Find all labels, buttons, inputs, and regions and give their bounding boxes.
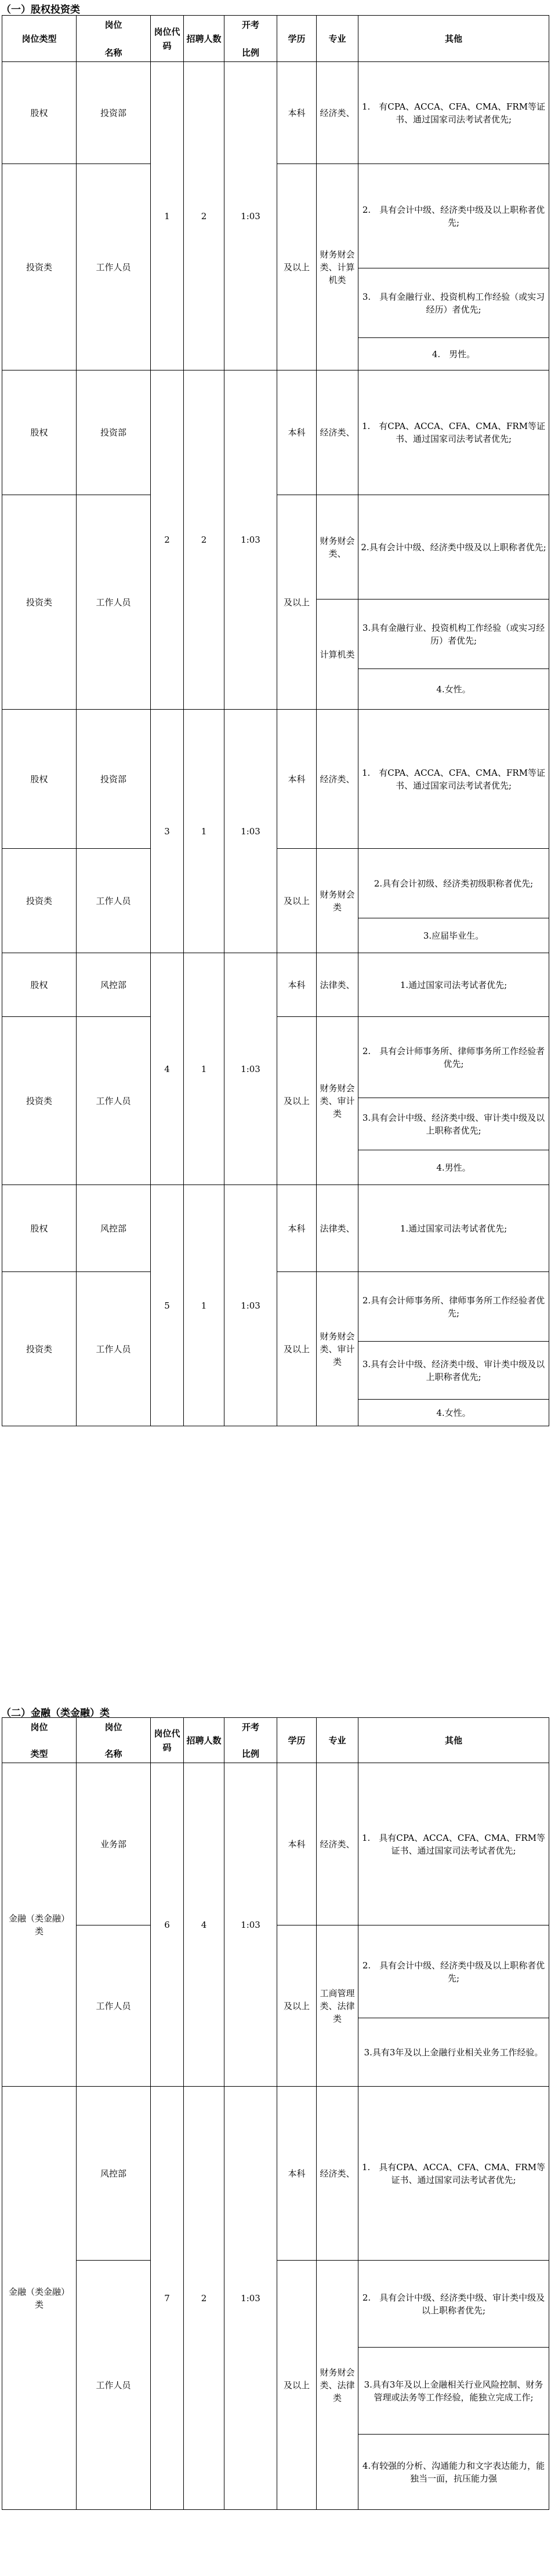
cell-major-a: 经济类、 <box>317 62 358 164</box>
cell-note-3: 3.具有3年及以上金融行业相关业务工作经验。 <box>358 2018 549 2087</box>
header-other: 其他 <box>358 16 549 62</box>
cell-edu-b: 及以上 <box>277 495 317 710</box>
header-code: 岗位代码 <box>151 1718 184 1763</box>
cell-staff: 工作人员 <box>77 1925 151 2087</box>
table-header-row <box>2 16 549 62</box>
cell-major-a: 经济类、 <box>317 1763 358 1925</box>
cell-type: 金融（类金融）类 <box>2 1763 77 2087</box>
cell-type-a: 股权 <box>2 370 77 495</box>
cell-code: 7 <box>151 2087 184 2510</box>
cell-ratio: 1:03 <box>224 710 277 953</box>
cell-note-3: 3.具有3年及以上金融相关行业风险控制、财务管理或法务等工作经验，能独立完成工作; <box>358 2348 549 2435</box>
cell-edu-b: 及以上 <box>277 849 317 953</box>
table-row <box>2 710 549 849</box>
cell-dept: 风控部 <box>77 953 151 1017</box>
cell-type: 金融（类金融）类 <box>2 2087 77 2510</box>
cell-type-b: 投资类 <box>2 164 77 370</box>
cell-code: 5 <box>151 1185 184 1426</box>
cell-type-a: 股权 <box>2 953 77 1017</box>
cell-edu-a: 本科 <box>277 2087 317 2261</box>
cell-count: 2 <box>184 2087 224 2510</box>
cell-type-a: 股权 <box>2 1185 77 1272</box>
cell-note-1: 1.通过国家司法考试者优先; <box>358 1185 549 1272</box>
cell-staff: 工作人员 <box>77 495 151 710</box>
cell-edu-a: 本科 <box>277 370 317 495</box>
cell-dept: 业务部 <box>77 1763 151 1925</box>
cell-note-4: 4.女性。 <box>358 669 549 710</box>
cell-ratio: 1:03 <box>224 953 277 1185</box>
cell-major-c: 计算机类 <box>317 600 358 710</box>
cell-staff: 工作人员 <box>77 2261 151 2510</box>
header-ratio-a: 开考 <box>241 19 259 30</box>
table-row <box>2 953 549 1017</box>
cell-code: 1 <box>151 62 184 370</box>
cell-note-1: 1. 有CPA、ACCA、CFA、CMA、FRM等证书、通过国家司法考试者优先; <box>358 370 549 495</box>
cell-major-b: 财务财会类、 <box>317 495 358 600</box>
cell-note-2: 2. 具有会计中级、经济类中级、审计类中级及以上职称者优先; <box>358 2261 549 2348</box>
cell-note-1: 1.通过国家司法考试者优先; <box>358 953 549 1017</box>
cell-note-2: 2.具有会计中级、经济类中级及以上职称者优先; <box>358 495 549 600</box>
cell-type-b: 投资类 <box>2 495 77 710</box>
section-title-equity: （一）股权投资类 <box>1 4 80 16</box>
cell-note-1: 1. 具有CPA、ACCA、CFA、CMA、FRM等证书、通过国家司法考试者优先; <box>358 1763 549 1925</box>
cell-ratio: 1:03 <box>224 1185 277 1426</box>
cell-edu-b: 及以上 <box>277 1272 317 1426</box>
cell-major-b: 财务财会类、审计类 <box>317 1017 358 1185</box>
cell-major-a: 经济类、 <box>317 710 358 849</box>
cell-ratio: 1:03 <box>224 2087 277 2510</box>
cell-type-b: 投资类 <box>2 1272 77 1426</box>
cell-edu-a: 本科 <box>277 953 317 1017</box>
cell-note-3: 3.具有会计中级、经济类中级、审计类中级及以上职称者优先; <box>358 1098 549 1150</box>
cell-count: 2 <box>184 62 224 370</box>
cell-code: 2 <box>151 370 184 710</box>
header-position-a: 岗位 <box>104 19 122 30</box>
cell-note-1: 1. 有CPA、ACCA、CFA、CMA、FRM等证书、通过国家司法考试者优先; <box>358 62 549 164</box>
cell-edu-b: 及以上 <box>277 2261 317 2510</box>
cell-major-b: 财务财会类 <box>317 849 358 953</box>
header-count: 招聘人数 <box>184 16 224 62</box>
cell-note-4: 4.女性。 <box>358 1400 549 1426</box>
cell-note-2: 2. 具有会计中级、经济类中级及以上职称者优先; <box>358 1925 549 2018</box>
header-education: 学历 <box>277 1718 317 1763</box>
cell-note-2: 2.具有会计师事务所、律师事务所工作经验者优先; <box>358 1272 549 1342</box>
table-row <box>2 1763 549 1925</box>
cell-staff: 工作人员 <box>77 849 151 953</box>
cell-note-1: 1. 具有CPA、ACCA、CFA、CMA、FRM等证书、通过国家司法考试者优先; <box>358 2087 549 2261</box>
cell-edu-b: 及以上 <box>277 1925 317 2087</box>
cell-edu-b: 及以上 <box>277 164 317 370</box>
cell-major-b: 财务财会类、计算机类 <box>317 164 358 370</box>
finance-positions-table <box>2 1717 549 2510</box>
cell-note-3: 3. 具有金融行业、投资机构工作经验（或实习经历）者优先; <box>358 268 549 338</box>
cell-type-b: 投资类 <box>2 849 77 953</box>
cell-code: 6 <box>151 1763 184 2087</box>
cell-count: 4 <box>184 1763 224 2087</box>
cell-code: 4 <box>151 953 184 1185</box>
cell-dept: 投资部 <box>77 710 151 849</box>
header-ratio-b: 比例 <box>241 47 259 58</box>
cell-ratio: 1:03 <box>224 1763 277 2087</box>
header-position-b: 名称 <box>104 1748 122 1759</box>
table-row <box>2 62 549 164</box>
cell-major-b: 财务财会类、审计类 <box>317 1272 358 1426</box>
cell-type-a: 股权 <box>2 62 77 164</box>
cell-type-a: 股权 <box>2 710 77 849</box>
header-code: 岗位代码 <box>151 16 184 62</box>
header-ratio-b: 比例 <box>241 1748 259 1759</box>
cell-staff: 工作人员 <box>77 1017 151 1185</box>
cell-note-3: 3.具有会计中级、经济类中级、审计类中级及以上职称者优先; <box>358 1342 549 1400</box>
cell-edu-a: 本科 <box>277 1185 317 1272</box>
cell-major-b: 财务财会类、法律类 <box>317 2261 358 2510</box>
cell-edu-b: 及以上 <box>277 1017 317 1185</box>
cell-edu-a: 本科 <box>277 710 317 849</box>
header-position-a: 岗位 <box>104 1721 122 1732</box>
cell-major-a: 法律类、 <box>317 953 358 1017</box>
cell-edu-a: 本科 <box>277 62 317 164</box>
cell-dept: 投资部 <box>77 370 151 495</box>
cell-note-1: 1. 有CPA、ACCA、CFA、CMA、FRM等证书、通过国家司法考试者优先; <box>358 710 549 849</box>
cell-note-4: 4.男性。 <box>358 1150 549 1185</box>
header-education: 学历 <box>277 16 317 62</box>
cell-staff: 工作人员 <box>77 1272 151 1426</box>
header-major: 专业 <box>317 16 358 62</box>
cell-count: 2 <box>184 370 224 710</box>
cell-major-a: 法律类、 <box>317 1185 358 1272</box>
cell-type-b: 投资类 <box>2 1017 77 1185</box>
cell-major-a: 经济类、 <box>317 370 358 495</box>
header-type-a: 岗位 <box>30 1721 48 1732</box>
cell-dept: 风控部 <box>77 1185 151 1272</box>
table-header-row <box>2 1718 549 1763</box>
cell-note-2: 2.具有会计初级、经济类初级职称者优先; <box>358 849 549 918</box>
cell-note-2: 2. 具有会计师事务所、律师事务所工作经验者优先; <box>358 1017 549 1098</box>
header-major: 专业 <box>317 1718 358 1763</box>
cell-ratio: 1:03 <box>224 62 277 370</box>
cell-count: 1 <box>184 710 224 953</box>
cell-code: 3 <box>151 710 184 953</box>
header-other: 其他 <box>358 1718 549 1763</box>
table-row <box>2 370 549 495</box>
cell-edu-a: 本科 <box>277 1763 317 1925</box>
cell-note-3: 3.应届毕业生。 <box>358 918 549 953</box>
table-row <box>2 1185 549 1272</box>
cell-note-4: 4.有较强的分析、沟通能力和文字表达能力，能独当一面，抗压能力强 <box>358 2435 549 2510</box>
table-row <box>2 2087 549 2261</box>
cell-ratio: 1:03 <box>224 370 277 710</box>
header-count: 招聘人数 <box>184 1718 224 1763</box>
section-title-finance: （二）金融（类金融）类 <box>1 1707 110 1719</box>
cell-staff: 工作人员 <box>77 164 151 370</box>
cell-count: 1 <box>184 1185 224 1426</box>
equity-positions-table <box>2 15 549 1426</box>
cell-note-3: 3.具有金融行业、投资机构工作经验（或实习经历）者优先; <box>358 600 549 669</box>
header-position-b: 名称 <box>104 47 122 58</box>
header-type-b: 类型 <box>30 1748 48 1759</box>
cell-major-a: 经济类、 <box>317 2087 358 2261</box>
cell-note-4: 4. 男性。 <box>358 338 549 370</box>
cell-count: 1 <box>184 953 224 1185</box>
cell-major-b: 工商管理类、法律类 <box>317 1925 358 2087</box>
cell-dept: 风控部 <box>77 2087 151 2261</box>
header-position-type: 岗位类型 <box>2 16 77 62</box>
header-ratio-a: 开考 <box>241 1721 259 1732</box>
cell-note-2: 2. 具有会计中级、经济类中级及以上职称者优先; <box>358 164 549 268</box>
cell-dept: 投资部 <box>77 62 151 164</box>
